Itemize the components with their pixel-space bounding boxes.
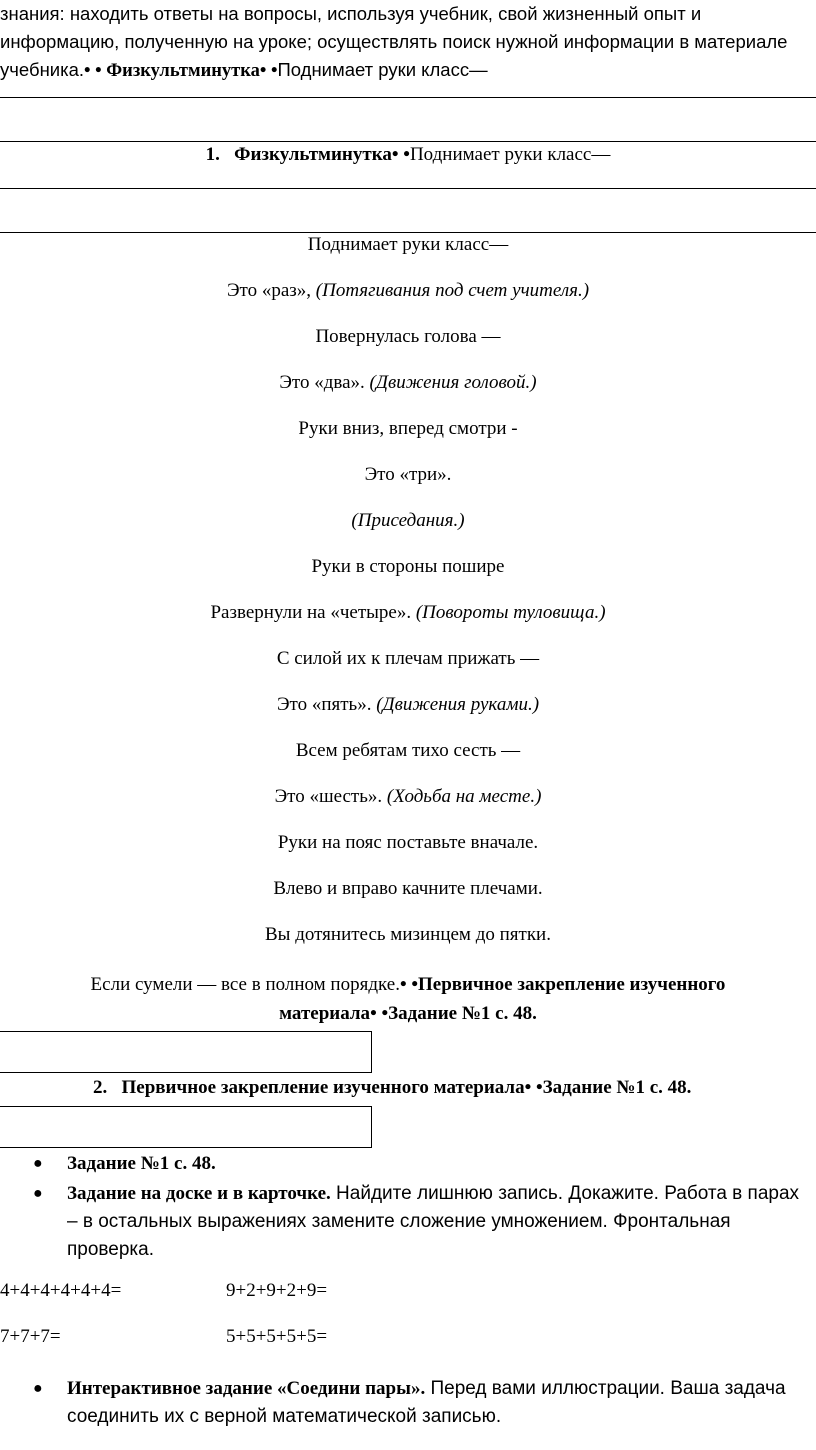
- poem-line-text: Развернули на «четыре».: [210, 602, 416, 623]
- intro-text: знания: находить ответы на вопросы, используя учебник, свой жизненный опыт и информацию, полученную на уроке; осуществлять поиск нужной информации в материале учебника.: [0, 3, 788, 80]
- poem-line-note: (Ходьба на месте.): [386, 786, 542, 807]
- section-tail: Задание №1 с. 48.: [542, 1077, 692, 1098]
- divider-line: [0, 188, 816, 189]
- expression: 5+5+5+5+5=: [226, 1326, 328, 1347]
- poem-line: [0, 279, 816, 303]
- poem-end-bold3: Задание №1 с. 48.: [388, 1003, 537, 1024]
- poem-line-note: (Приседания.): [351, 510, 465, 531]
- poem-line-text: Это «пять».: [276, 694, 377, 715]
- poem-line-text: Это «шесть».: [274, 786, 387, 807]
- list-item-bold: Задание №1 с. 48.: [67, 1153, 216, 1174]
- poem-line: [0, 417, 816, 441]
- poem-line-note: (Потягивания под счет учителя.): [315, 280, 590, 301]
- poem-line: [0, 601, 816, 625]
- poem-line: [0, 325, 816, 349]
- section-heading-2: [93, 1077, 691, 1099]
- poem-end-second-line: [0, 1003, 816, 1025]
- expression: 9+2+9+2+9=: [226, 1280, 328, 1301]
- expression: 7+7+7=: [0, 1326, 61, 1347]
- poem-line: [0, 831, 816, 855]
- poem-end-bold2: материала: [279, 1003, 371, 1024]
- empty-box: [0, 1106, 372, 1148]
- section-number: 1.: [205, 144, 220, 165]
- bullet-icon: ●: [33, 1155, 43, 1172]
- poem-line: [0, 233, 816, 257]
- poem-line-text: Вы дотянитесь мизинцем до пятки.: [265, 924, 551, 945]
- poem-line: [0, 555, 816, 579]
- list-item-text: Перед вами иллюстрации. Ваша задача соединить их с верной математической записью.: [67, 1378, 786, 1427]
- poem-line: [0, 739, 816, 763]
- poem-line-note: (Повороты туловища.): [415, 602, 606, 623]
- list-item-text: Найдите лишнюю запись. Докажите. Работа в парах – в остальных выражениях замените сложение умножением. Фронтальная проверка.: [67, 1183, 800, 1260]
- poem-line-text: С силой их к плечам прижать —: [276, 648, 540, 669]
- poem-line: [0, 509, 816, 533]
- poem-line-text: Это «три».: [364, 464, 452, 485]
- section-heading-1: [0, 144, 816, 166]
- poem-end-bullets2: • •: [370, 1003, 389, 1024]
- poem-line: [0, 693, 816, 717]
- poem-line-text: Влево и вправо качните плечами.: [273, 878, 543, 899]
- section-title: Первичное закрепление изученного материала: [121, 1077, 525, 1098]
- poem-line: [0, 923, 816, 947]
- poem-last-text: Если сумели — все в полном порядке.: [90, 974, 400, 995]
- section-bullets: • •: [524, 1077, 543, 1098]
- intro-tail-bullets: • •: [259, 61, 278, 81]
- list-item-bold: Интерактивное задание «Соедини пары».: [67, 1378, 426, 1399]
- bullet-icon: ●: [33, 1380, 43, 1397]
- section-title: Физкультминутка: [234, 144, 392, 165]
- poem-line-text: Всем ребятам тихо сесть —: [295, 740, 521, 761]
- poem-line: [0, 785, 816, 809]
- poem-last-line: [0, 974, 816, 996]
- section-tail: Поднимает руки класс—: [409, 144, 611, 165]
- poem-end-bullets: • •: [399, 974, 419, 995]
- bullet-icon: ●: [33, 1185, 43, 1202]
- list-item-bold: Задание на доске и в карточке.: [67, 1183, 331, 1204]
- poem-line-note: (Движения руками.): [376, 694, 540, 715]
- poem-end-bold: Первичное закрепление изученного: [418, 974, 726, 995]
- intro-tail: Поднимает руки класс—: [277, 59, 488, 80]
- poem-line: [0, 647, 816, 671]
- expression: 4+4+4+4+4+4=: [0, 1280, 122, 1301]
- intro-paragraph: [0, 0, 816, 85]
- intro-bullets: • •: [84, 61, 107, 81]
- poem-line: [0, 463, 816, 487]
- poem-line-text: Руки в стороны пошире: [311, 556, 505, 577]
- poem-line-text: Поднимает руки класс—: [307, 234, 509, 255]
- poem-line-text: Руки вниз, вперед смотри -: [298, 418, 518, 439]
- divider-line: [0, 141, 816, 142]
- intro-bold-heading: Физкультминутка: [106, 61, 260, 81]
- empty-box: [0, 1031, 372, 1073]
- divider-line: [0, 97, 816, 98]
- poem-line-text: Руки на пояс поставьте вначале.: [277, 832, 539, 853]
- poem-line: [0, 371, 816, 395]
- poem-line-note: (Движения головой.): [369, 372, 537, 393]
- poem-line-text: Это «раз»,: [226, 280, 316, 301]
- section-bullets: • •: [391, 144, 410, 165]
- poem-line: [0, 877, 816, 901]
- poem-line-text: Это «два».: [279, 372, 370, 393]
- section-number: 2.: [93, 1077, 108, 1098]
- poem-line-text: Повернулась голова —: [315, 326, 501, 347]
